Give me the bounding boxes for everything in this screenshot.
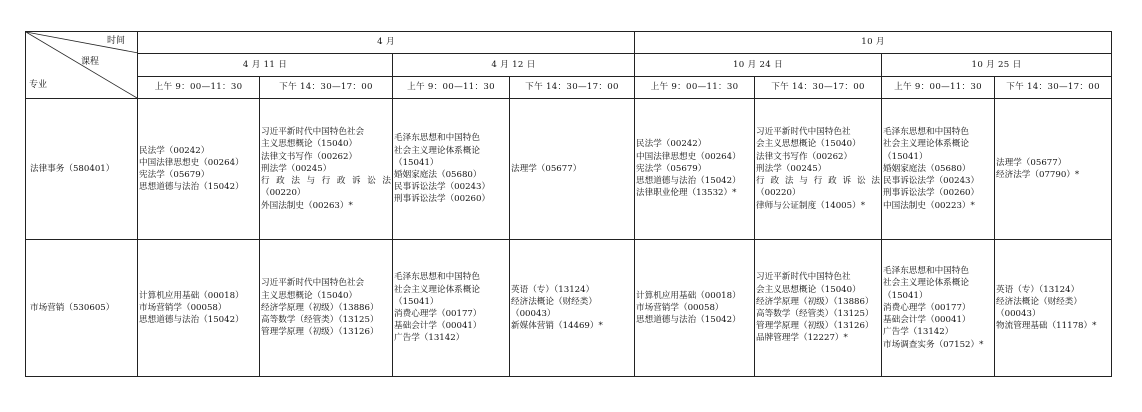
date-header: 10 月 24 日: [635, 54, 882, 77]
course-line: 刑事诉讼法学（00260）: [883, 188, 980, 199]
course-line: 行政法与行政诉讼法: [261, 176, 391, 187]
course-cell: [393, 99, 510, 240]
course-cell: [995, 99, 1112, 240]
course-cell: [995, 240, 1112, 377]
course-cell: [393, 240, 510, 377]
date-header: 4 月 12 日: [393, 54, 635, 77]
course-cell: [138, 240, 260, 377]
session-morning: 上午 9：00—11：30: [138, 77, 260, 99]
course-line: 刑法学（00245）: [261, 163, 332, 174]
course-cell: [882, 99, 995, 240]
course-line: 婚姻家庭法（05680）: [883, 163, 971, 174]
course-line: 习近平新时代中国特色社会: [261, 278, 365, 289]
corner-header-cell: [26, 32, 138, 99]
course-line: 毛泽东思想和中国特色: [883, 127, 969, 138]
course-line: 宪法学（05679）: [139, 170, 210, 180]
course-line: 管理学原理（初级）（13126）: [261, 327, 379, 338]
course-line: 习近平新时代中国特色社: [756, 272, 851, 283]
course-cell: [755, 99, 882, 240]
course-line: 民法学（00242）: [139, 145, 210, 156]
course-line: 民法学（00242）: [636, 139, 707, 150]
course-line: 社会主义理论体系概论: [394, 284, 480, 295]
course-cell: [510, 99, 635, 240]
course-cell: [260, 99, 393, 240]
course-line: 法理学（05677）: [511, 163, 582, 174]
course-line: 中国法律思想史（00264）: [636, 151, 741, 162]
major-name: 法律事务（580401）: [26, 99, 138, 240]
course-line: （15041）: [883, 290, 928, 301]
date-header: 10 月 25 日: [882, 54, 1112, 77]
month-header-april: 4 月: [138, 32, 635, 54]
course-line: 习近平新时代中国特色社: [756, 127, 851, 138]
course-line: 英语（专）（13124）: [996, 284, 1080, 295]
course-line: 社会主义理论体系概论: [394, 145, 480, 156]
major-label: 专业: [29, 80, 48, 90]
course-line: 思想道德与法治（15042）: [636, 176, 741, 187]
course-line: 会主义思想概论（15040）: [756, 139, 861, 150]
course-line: 英语（专）（13124）: [511, 284, 595, 295]
course-cell: [882, 240, 995, 377]
course-cell: [635, 99, 755, 240]
course-line: 经济法学（07790）*: [996, 170, 1080, 180]
session-morning: 上午 9：00—11：30: [635, 77, 755, 99]
course-line: 基础会计学（00041）: [394, 321, 482, 332]
course-line: 民事诉讼法学（00243）: [394, 182, 491, 193]
course-line: 行政法与行政诉讼法: [756, 176, 881, 187]
course-line: 习近平新时代中国特色社会: [261, 127, 365, 138]
course-label: 课程: [81, 57, 100, 67]
session-morning: 上午 9：00—11：30: [393, 77, 510, 99]
course-line: 计算机应用基础（00018）: [636, 290, 741, 301]
course-line: 品牌管理学（12227）*: [756, 333, 848, 344]
course-line: 刑事诉讼法学（00260）: [394, 194, 491, 205]
course-line: 经济学原理（初级）（13886）: [756, 296, 874, 307]
course-line: （00043）: [511, 309, 556, 319]
course-line: 计算机应用基础（00018）: [139, 290, 244, 301]
course-cell: [138, 99, 260, 240]
course-line: 主义思想概论（15040）: [261, 290, 358, 301]
course-line: （00220）: [261, 188, 306, 199]
course-line: 经济法概论（财经类）: [511, 296, 597, 307]
course-line: 社会主义理论体系概论: [883, 278, 969, 289]
course-line: 社会主义理论体系概论: [883, 139, 969, 150]
course-line: 思想道德与法治（15042）: [139, 182, 244, 193]
course-cell: [510, 240, 635, 377]
table-row: [26, 99, 1112, 240]
time-label: 时间: [106, 36, 125, 46]
course-line: 消费心理学（00177）: [883, 302, 971, 313]
course-line: 高等数学（经管类）（13125）: [756, 309, 874, 319]
course-line: 基础会计学（00041）: [883, 315, 971, 326]
course-line: 毛泽东思想和中国特色: [394, 272, 480, 283]
course-line: 会主义思想概论（15040）: [756, 284, 861, 295]
session-afternoon: 下午 14：30—17：00: [510, 77, 635, 99]
course-line: （00220）: [756, 188, 801, 199]
session-afternoon: 下午 14：30—17：00: [260, 77, 393, 99]
session-afternoon: 下午 14：30—17：00: [755, 77, 882, 99]
course-line: 法律职业伦理（13532）*: [636, 188, 737, 199]
course-line: 市场营销学（00058）: [139, 302, 227, 313]
course-line: 毛泽东思想和中国特色: [394, 133, 480, 144]
course-line: 广告学（13142）: [394, 333, 465, 344]
major-name: 市场营销（530605）: [26, 240, 138, 377]
course-line: 中国法制史（00223）*: [883, 200, 975, 211]
course-cell: [260, 240, 393, 377]
course-line: 毛泽东思想和中国特色: [883, 266, 969, 277]
course-line: 中国法律思想史（00264）: [139, 157, 244, 168]
session-morning: 上午 9：00—11：30: [882, 77, 995, 99]
course-line: 法律文书写作（00262）: [261, 151, 358, 162]
course-line: （00043）: [996, 309, 1041, 319]
course-cell: [635, 240, 755, 377]
course-line: 广告学（13142）: [883, 327, 954, 338]
date-header: 4 月 11 日: [138, 54, 393, 77]
course-line: 经济学原理（初级）（13886）: [261, 302, 379, 313]
course-line: 高等数学（经管类）（13125）: [261, 315, 379, 326]
course-line: 思想道德与法治（15042）: [636, 315, 741, 326]
exam-schedule-table: [25, 31, 1112, 377]
course-line: 主义思想概论（15040）: [261, 139, 358, 150]
course-line: 物流管理基础（11178）*: [996, 321, 1097, 332]
month-header-october: 10 月: [635, 32, 1112, 54]
course-line: 思想道德与法治（15042）: [139, 315, 244, 326]
course-line: 法理学（05677）: [996, 157, 1067, 168]
course-line: 市场调查实务（07152）*: [883, 339, 984, 350]
course-line: 法律文书写作（00262）: [756, 151, 853, 162]
course-line: 管理学原理（初级）（13126）: [756, 321, 874, 332]
course-line: 消费心理学（00177）: [394, 309, 482, 319]
course-line: （15041）: [883, 151, 928, 162]
course-cell: [755, 240, 882, 377]
course-line: 刑法学（00245）: [756, 163, 827, 174]
course-line: 宪法学（05679）: [636, 163, 707, 174]
course-line: 新媒体营销（14469）*: [511, 321, 603, 332]
course-line: 律师与公证制度（14005）*: [756, 200, 865, 211]
course-line: 市场营销学（00058）: [636, 302, 724, 313]
course-line: （15041）: [394, 157, 439, 168]
table-row: [26, 240, 1112, 377]
course-line: 婚姻家庭法（05680）: [394, 170, 482, 180]
course-line: （15041）: [394, 296, 439, 307]
course-line: 经济法概论（财经类）: [996, 296, 1082, 307]
course-line: 外国法制史（00263）*: [261, 200, 353, 211]
course-line: 民事诉讼法学（00243）: [883, 176, 980, 187]
session-afternoon: 下午 14：30—17：00: [995, 77, 1112, 99]
